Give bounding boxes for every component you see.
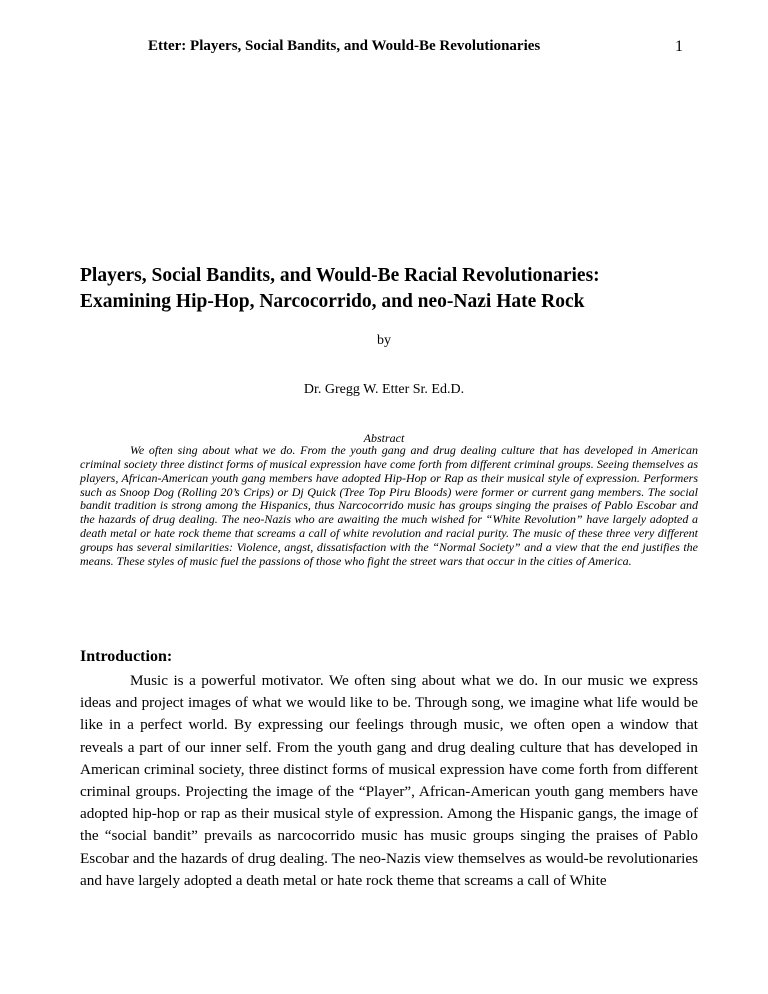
page-number: 1 bbox=[675, 38, 683, 55]
running-header: Etter: Players, Social Bandits, and Would-Be Revolutionaries bbox=[148, 38, 541, 54]
introduction-heading: Introduction: bbox=[80, 648, 173, 665]
byline-by: by bbox=[377, 333, 391, 348]
introduction-text: Music is a powerful motivator. We often sing about what we do. In our music we express ideas and project images of what we would like to be. Through song, we imagine what life would be like in a perfect world. By expressing our feelings through music, we often open a window that reveals a part of our inner self. From the youth gang and drug dealing culture that has developed in American criminal society, three distinct forms of musical expression have come forth from different criminal groups. Projecting the image of the “Player”, African-American youth gang members have adopted hip-hop or rap as their musical style of expression. Among the Hispanic gangs, the image of the “social bandit” prevails as narcocorrido music has music groups singing the praises of Pablo Escobar and the hazards of drug dealing. The neo-Nazis view themselves as would-be revolutionaries and have largely adopted a death metal or hate rock theme that screams a call of White bbox=[80, 672, 698, 889]
title-line-1: Players, Social Bandits, and Would-Be Racial Revolutionaries: bbox=[80, 265, 600, 286]
abstract-heading: Abstract bbox=[363, 431, 405, 445]
title-line-2: Examining Hip-Hop, Narcocorrido, and neo-Nazi Hate Rock bbox=[80, 291, 585, 312]
abstract-text: We often sing about what we do. From the youth gang and drug dealing culture that has developed in American criminal society three distinct forms of musical expression have come forth from different criminal groups. Seeing themselves as players, African-American youth gang members have adopted Hip-Hop or Rap as their musical style of expression. Performers such as Snoop Dog (Rolling 20’s Crips) or Dj Quick (Tree Top Piru Bloods) were former or current gang members. The social bandit tradition is strong among the Hispanics, thus Narcocorrido music has groups singing the praises of Pablo Escobar and the hazards of drug dealing. The neo-Nazis who are awaiting the much wished for “White Revolution” have largely adopted a death metal or hate rock theme that screams a call of white revolution and racial purity. The music of these three very different groups has several similarities: Violence, angst, dissatisfaction with the “Normal Society” and a view that the end justifies the means. These styles of music fuel the passions of those who fight the street wars that occur in the cities of America. bbox=[80, 443, 698, 568]
author-name: Dr. Gregg W. Etter Sr. Ed.D. bbox=[303, 382, 465, 397]
paper-title bbox=[80, 263, 720, 315]
